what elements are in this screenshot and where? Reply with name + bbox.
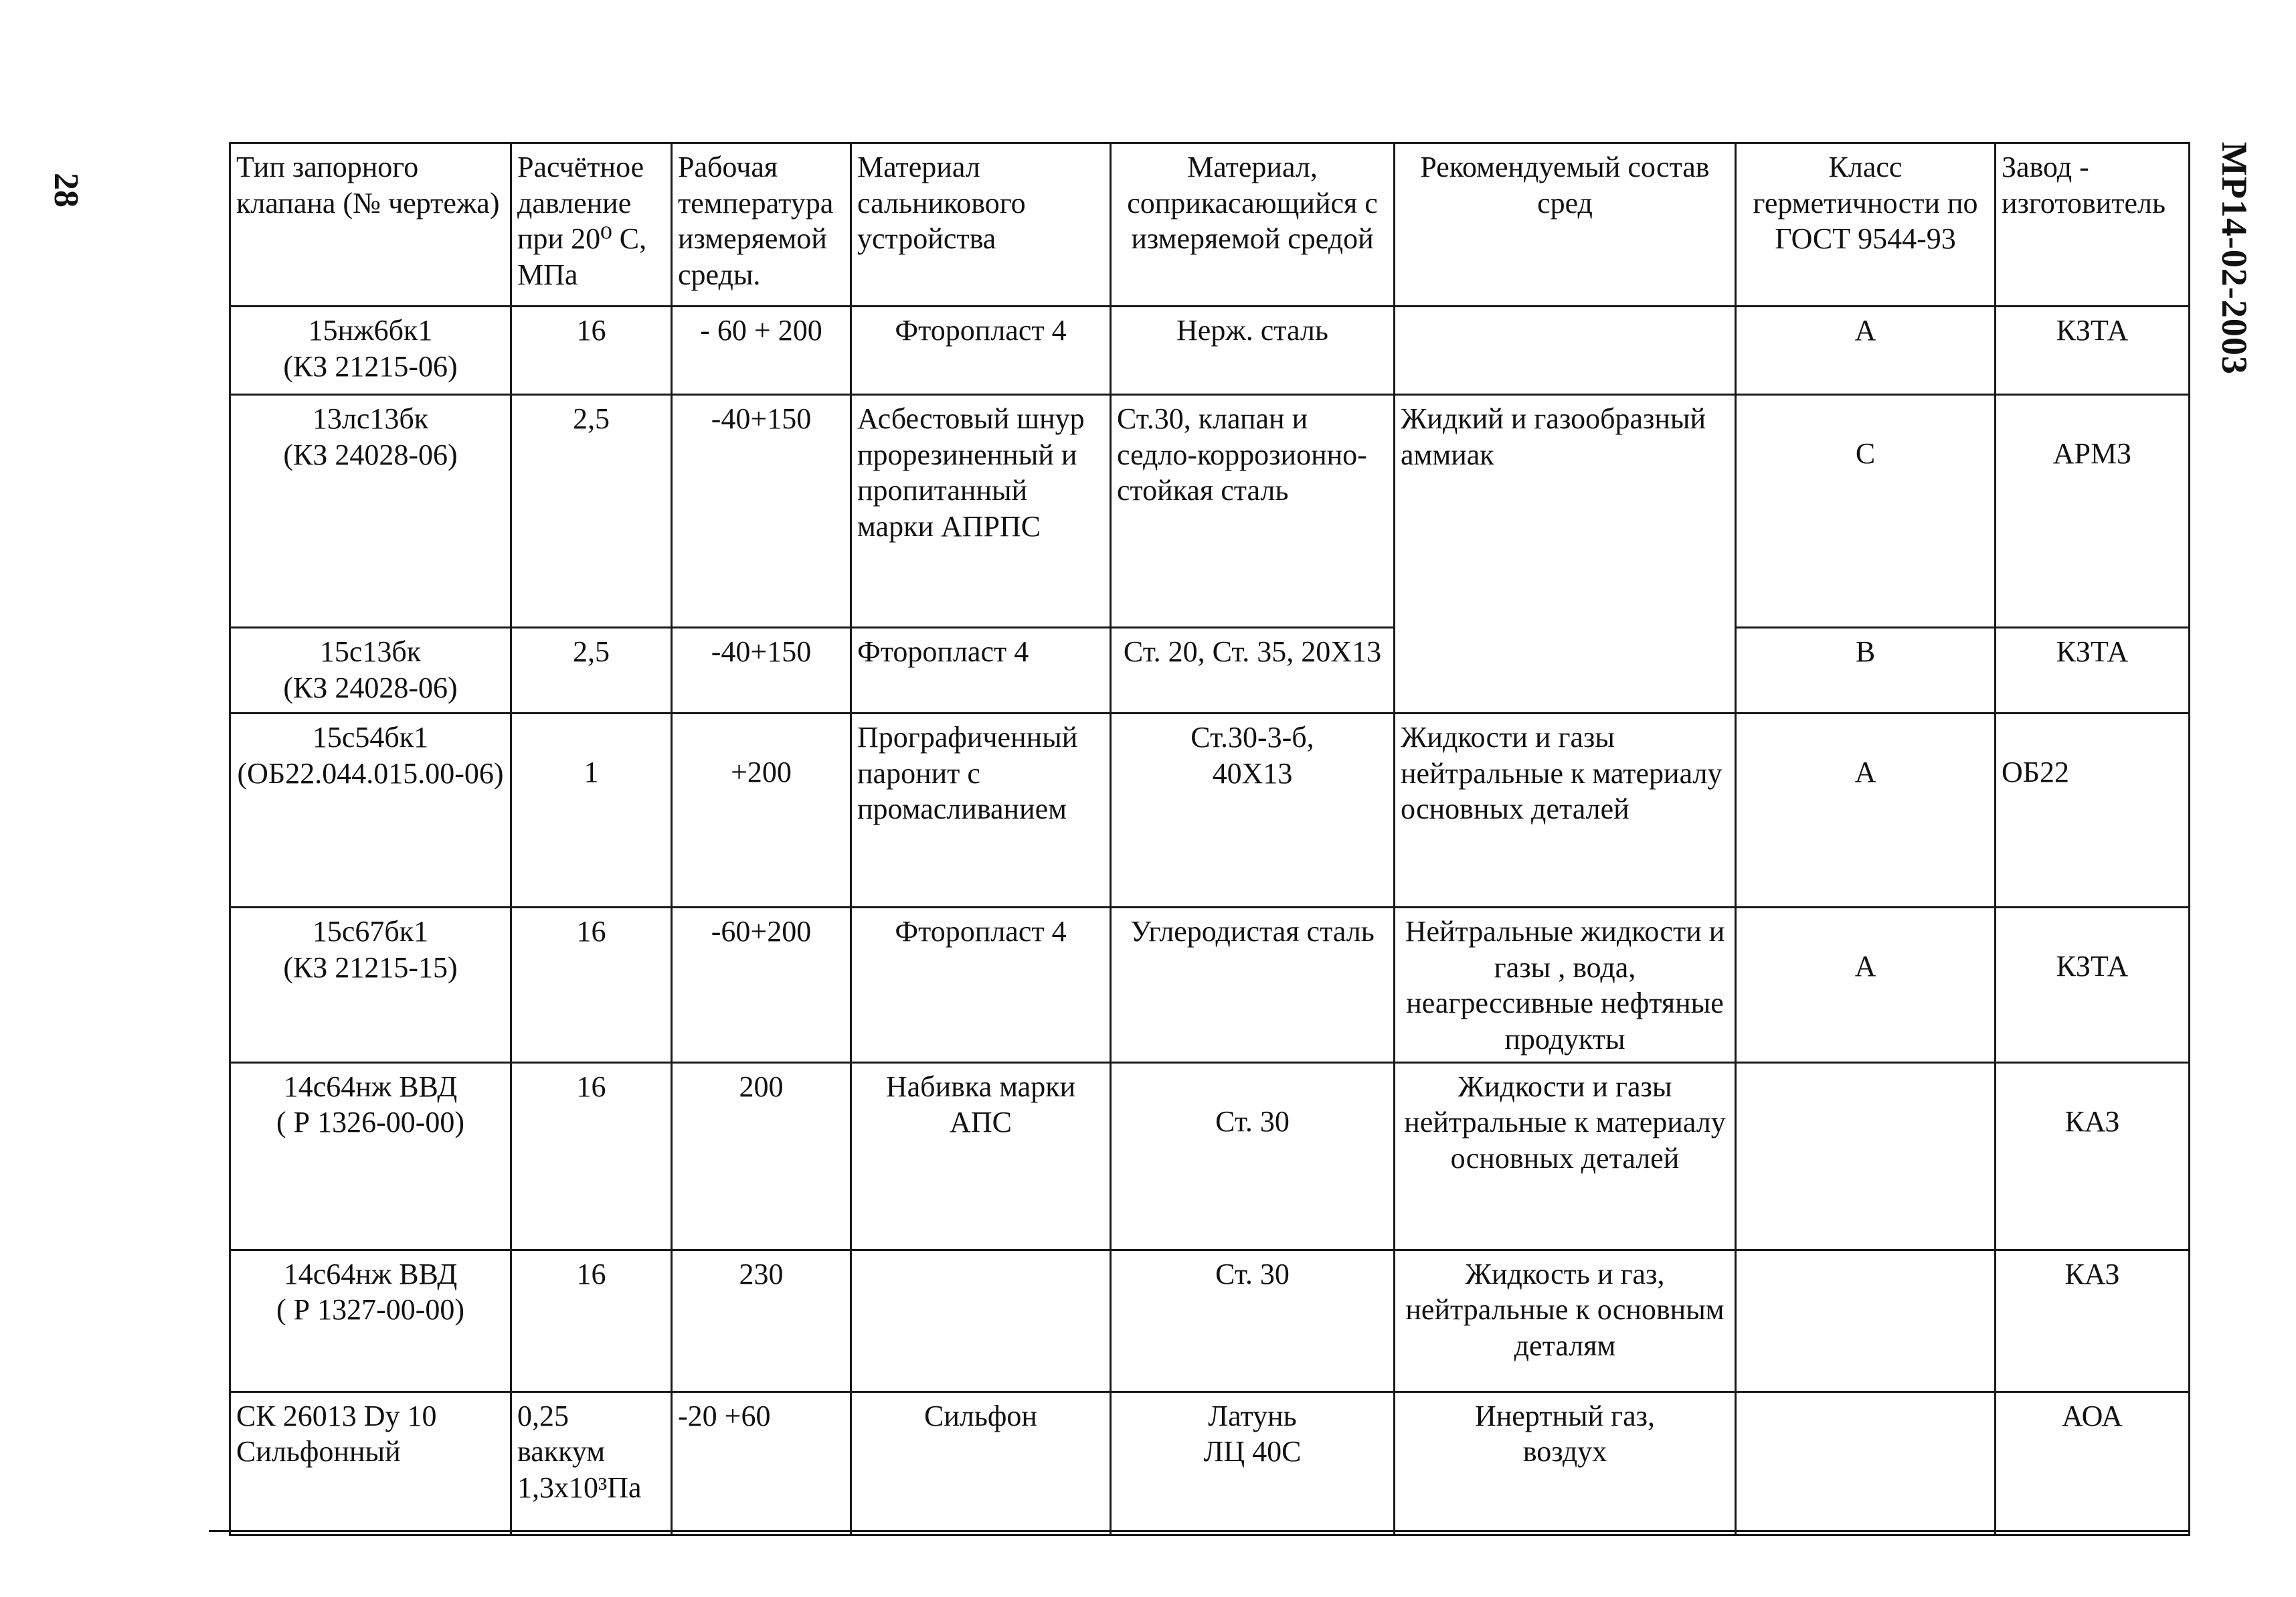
cell-media: Жидкий и газообразный аммиак [1395, 395, 1736, 713]
cell-contact-material: Ст.30-3-б, 40Х13 [1111, 713, 1395, 908]
cell-valve-type: СК 26013 Dу 10 Сильфонный [230, 1392, 511, 1535]
cell-temperature: -40+150 [672, 395, 851, 628]
cell-contact-material: Ст. 30 [1111, 1250, 1395, 1392]
cell-manufacturer: КЗТА [1996, 307, 2190, 395]
table-row [230, 713, 2190, 908]
cell-tightness-class: В [1736, 628, 1996, 713]
cell-temperature: +200 [672, 713, 851, 908]
header-pressure: Расчётное давление при 20⁰ С, МПа [511, 143, 672, 307]
cell-gland-material: Асбестовый шнур прорезиненный и пропитанный марки АПРПС [851, 395, 1111, 628]
cell-temperature: 200 [672, 1062, 851, 1250]
header-temperature: Рабочая температура измеряемой среды. [672, 143, 851, 307]
cell-pressure: 16 [511, 307, 672, 395]
cell-manufacturer: КАЗ [1996, 1250, 2190, 1392]
table-row [230, 1250, 2190, 1392]
header-contact-material: Материал, соприкасающийся с измеряемой средой [1111, 143, 1395, 307]
cell-gland-material [851, 1250, 1111, 1392]
table-row [230, 1392, 2190, 1535]
cell-gland-material: Прографиченный паронит с промасливанием [851, 713, 1111, 908]
cell-tightness-class: А [1736, 908, 1996, 1063]
cell-tightness-class [1736, 1250, 1996, 1392]
page-number: 28 [47, 173, 85, 207]
cell-valve-type: 14с64нж ВВД ( Р 1326-00-00) [230, 1062, 511, 1250]
cell-manufacturer: АРМЗ [1996, 395, 2190, 628]
cell-contact-material: Латунь ЛЦ 40С [1111, 1392, 1395, 1535]
cell-media: Жидкости и газы нейтральные к материалу основных деталей [1395, 1062, 1736, 1250]
cell-manufacturer: ОБ22 [1996, 713, 2190, 908]
cell-pressure: 2,5 [511, 628, 672, 713]
cell-valve-type: 15нж6бк1 (КЗ 21215-06) [230, 307, 511, 395]
cell-pressure: 16 [511, 1250, 672, 1392]
header-valve-type: Тип запорного клапана (№ чертежа) [230, 143, 511, 307]
header-media: Рекомендуемый состав сред [1395, 143, 1736, 307]
cell-tightness-class [1736, 1392, 1996, 1535]
header-tightness-class: Класс герметичности по ГОСТ 9544-93 [1736, 143, 1996, 307]
cell-media: Жидкость и газ, нейтральные к основным деталям [1395, 1250, 1736, 1392]
cell-tightness-class: С [1736, 395, 1996, 628]
cell-tightness-class: А [1736, 307, 1996, 395]
header-manufacturer: Завод - изготовитель [1996, 143, 2190, 307]
cell-gland-material: Фторопласт 4 [851, 628, 1111, 713]
header-gland-material: Материал сальникового устройства [851, 143, 1111, 307]
table-row [230, 307, 2190, 395]
cell-pressure: 0,25 ваккум 1,3х10³Па [511, 1392, 672, 1535]
document-code: МР14-02-2003 [2214, 142, 2255, 375]
table-row [230, 628, 2190, 713]
cell-temperature: -40+150 [672, 628, 851, 713]
cell-valve-type: 14с64нж ВВД ( Р 1327-00-00) [230, 1250, 511, 1392]
cell-contact-material: Нерж. сталь [1111, 307, 1395, 395]
cell-valve-type: 15с54бк1 (ОБ22.044.015.00-06) [230, 713, 511, 908]
cell-media: Нейтральные жидкости и газы , вода, неагрессивные нефтяные продукты [1395, 908, 1736, 1063]
cell-valve-type: 13лс13бк (КЗ 24028-06) [230, 395, 511, 628]
header-row [230, 143, 2190, 307]
cell-temperature: -20 +60 [672, 1392, 851, 1535]
cell-pressure: 1 [511, 713, 672, 908]
cell-gland-material: Набивка марки АПС [851, 1062, 1111, 1250]
cell-gland-material: Сильфон [851, 1392, 1111, 1535]
cell-gland-material: Фторопласт 4 [851, 307, 1111, 395]
table-row [230, 395, 2190, 628]
cell-valve-type: 15с13бк (КЗ 24028-06) [230, 628, 511, 713]
cell-valve-type: 15с67бк1 (КЗ 21215-15) [230, 908, 511, 1063]
cell-tightness-class [1736, 1062, 1996, 1250]
cell-contact-material: Ст. 20, Ст. 35, 20Х13 [1111, 628, 1395, 713]
cell-contact-material: Ст.30, клапан и седло-коррозионно-стойкая сталь [1111, 395, 1395, 628]
cell-media: Жидкости и газы нейтральные к материалу основных деталей [1395, 713, 1736, 908]
cell-tightness-class: А [1736, 713, 1996, 908]
cell-pressure: 16 [511, 908, 672, 1063]
table-row [230, 1062, 2190, 1250]
cell-manufacturer: АОА [1996, 1392, 2190, 1535]
cell-manufacturer: КЗТА [1996, 628, 2190, 713]
cell-contact-material: Ст. 30 [1111, 1062, 1395, 1250]
cell-media [1395, 307, 1736, 395]
cell-temperature: 230 [672, 1250, 851, 1392]
cell-pressure: 2,5 [511, 395, 672, 628]
table-row [230, 908, 2190, 1063]
cell-gland-material: Фторопласт 4 [851, 908, 1111, 1063]
cell-contact-material: Углеродистая сталь [1111, 908, 1395, 1063]
cell-manufacturer: КЗТА [1996, 908, 2190, 1063]
cell-manufacturer: КАЗ [1996, 1062, 2190, 1250]
bottom-rule [209, 1530, 2190, 1532]
valve-table [229, 142, 2190, 1536]
cell-temperature: -60+200 [672, 908, 851, 1063]
cell-temperature: - 60 + 200 [672, 307, 851, 395]
cell-media: Инертный газ, воздух [1395, 1392, 1736, 1535]
cell-pressure: 16 [511, 1062, 672, 1250]
